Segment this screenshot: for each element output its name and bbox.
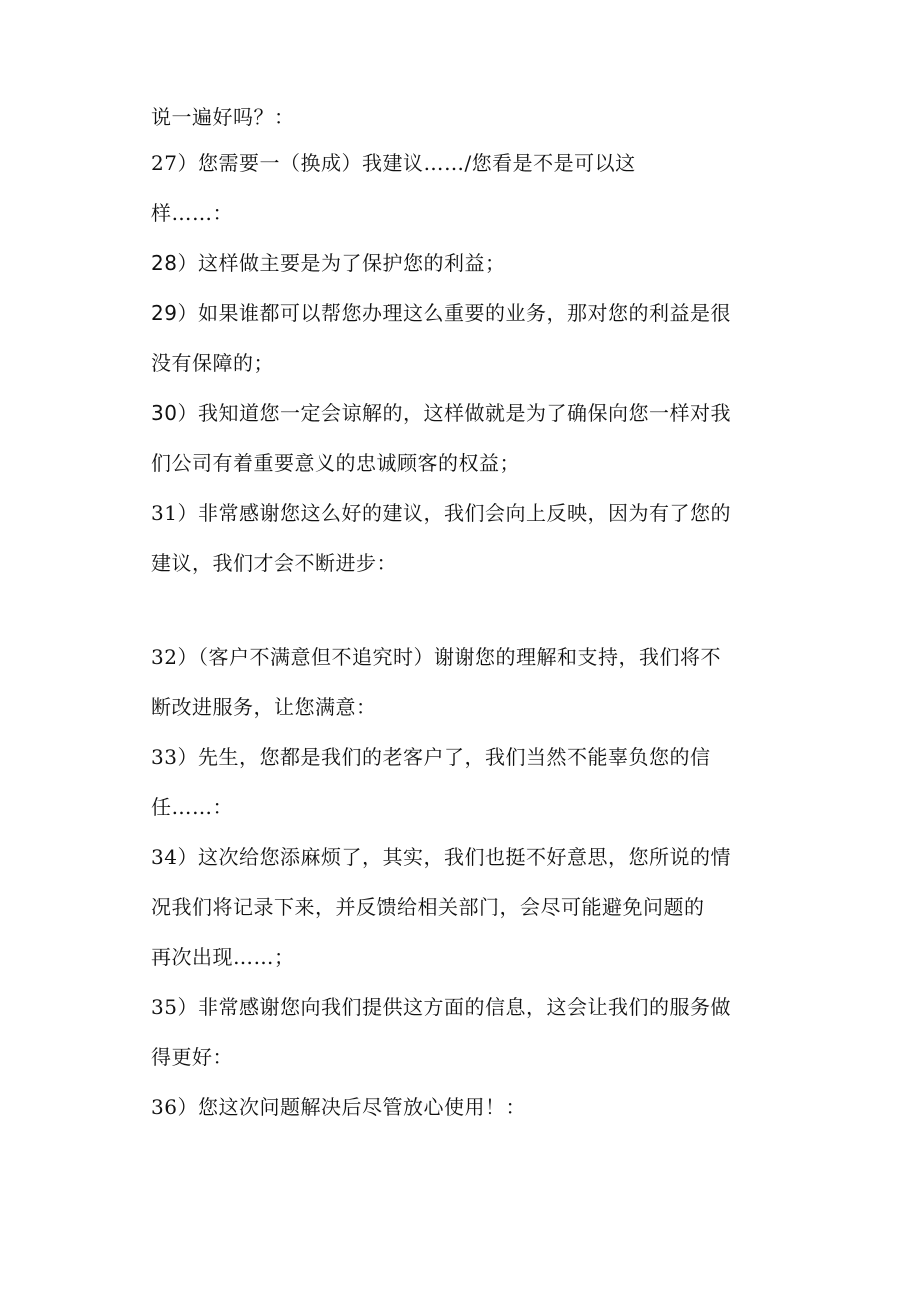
text-line: 27）您需要一（换成）我建议……/您看是不是可以这	[151, 151, 636, 175]
text-line: 况我们将记录下来，并反馈给相关部门，会尽可能避免问题的	[151, 895, 705, 919]
text-line: 36）您这次问题解决后尽管放心使用！：	[151, 1095, 526, 1119]
text-line: 32）（客户不满意但不追究时）谢谢您的理解和支持，我们将不	[151, 645, 721, 669]
text-line: 35）非常感谢您向我们提供这方面的信息，这会让我们的服务做	[151, 995, 731, 1019]
text-line: 样……：	[151, 201, 233, 225]
text-line: 断改进服务，让您满意：	[151, 695, 377, 719]
text-line: 得更好：	[151, 1045, 233, 1069]
text-line: 34）这次给您添麻烦了，其实，我们也挺不好意思，您所说的情	[151, 845, 731, 869]
text-line: 没有保障的；	[151, 351, 274, 375]
text-line: 说一遍好吗？：	[151, 105, 295, 129]
text-line: 29）如果谁都可以帮您办理这么重要的业务，那对您的利益是很	[151, 301, 731, 325]
text-line: 28）这样做主要是为了保护您的利益；	[151, 251, 506, 275]
text-line: 建议，我们才会不断进步：	[151, 551, 397, 575]
text-line: 再次出现……；	[151, 945, 295, 969]
text-line: 33）先生，您都是我们的老客户了，我们当然不能辜负您的信	[151, 745, 711, 769]
text-line: 们公司有着重要意义的忠诚顾客的权益；	[151, 451, 520, 475]
text-line: 31）非常感谢您这么好的建议，我们会向上反映，因为有了您的	[151, 501, 731, 525]
text-line: 任……：	[151, 795, 233, 819]
text-line: 30）我知道您一定会谅解的，这样做就是为了确保向您一样对我	[151, 401, 731, 425]
